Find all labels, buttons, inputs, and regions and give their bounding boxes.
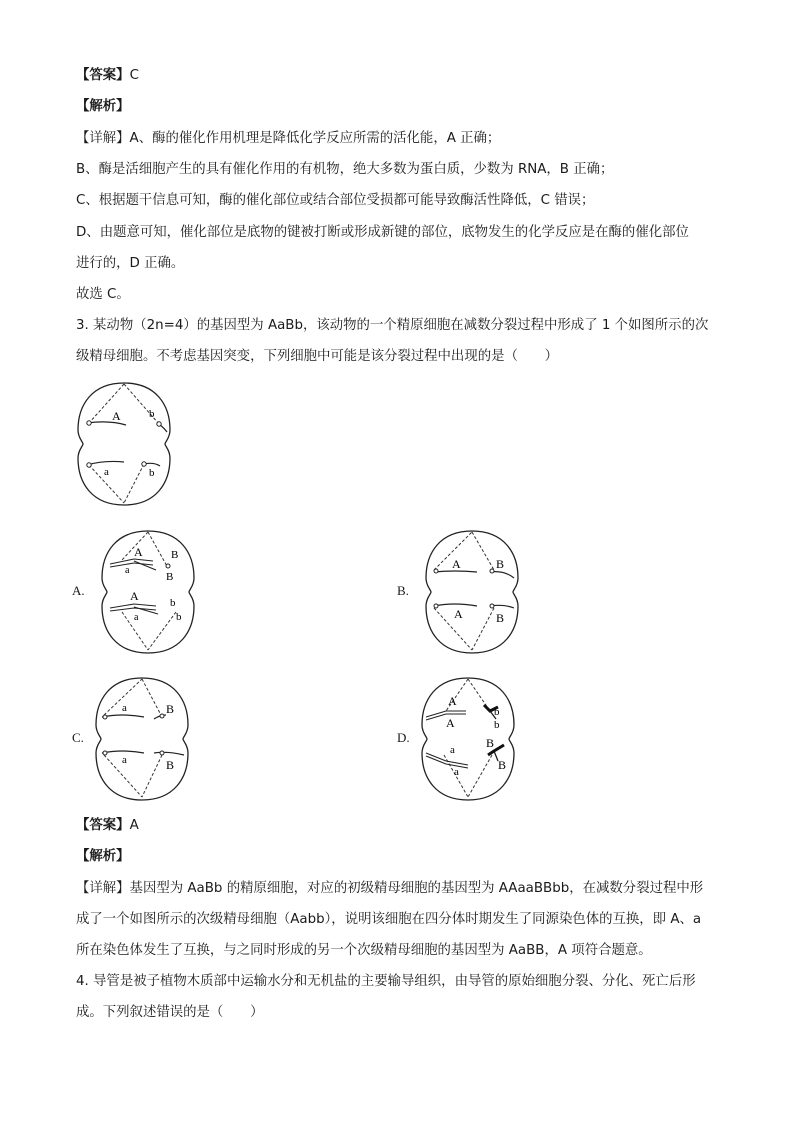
gene-label: A — [452, 557, 461, 571]
gene-label: a — [125, 565, 130, 576]
gene-label: a — [104, 466, 109, 478]
option-a-label: A. — [72, 583, 85, 598]
gene-label: A — [134, 545, 143, 559]
option-d-label: D. — [397, 730, 410, 745]
q2-answer: 【答案】C — [76, 68, 139, 83]
gene-label: b — [494, 706, 500, 718]
gene-label: B — [166, 758, 175, 772]
q3-analysis-line: 成了一个如图所示的次级精母细胞（Aabb），说明该细胞在四分体时期发生了同源染色体的互换，即 A、a — [76, 912, 702, 927]
gene-label: A — [448, 694, 457, 708]
gene-label: b — [149, 408, 155, 420]
option-d-cell-figure — [418, 675, 518, 803]
q2-analysis-line: D、由题意可知，催化部位是底物的键被打断或形成新键的部位，底物发生的化学反应是在酶的催化部位 — [76, 225, 689, 240]
gene-label: B — [166, 571, 174, 583]
q3-analysis-line: 【详解】基因型为 AaBb 的精原细胞，对应的初级精母细胞的基因型为 AAaaBBbb，在减数分裂过程中形 — [76, 881, 704, 896]
q4-stem: 成。下列叙述错误的是（ ） — [76, 1005, 264, 1020]
q2-conclusion: 故选 C。 — [76, 287, 130, 302]
q2-analysis-line: 【详解】A、酶的催化作用机理是降低化学反应所需的活化能，A 正确； — [76, 131, 501, 146]
gene-label: a — [450, 744, 455, 756]
option-a-cell-figure — [98, 528, 198, 656]
q3-answer: 【答案】A — [76, 818, 139, 833]
q3-analysis-line: 所在染色体发生了互换，与之同时形成的另一个次级精母细胞的基因型为 AaBB，A 项符合题意。 — [76, 943, 652, 958]
q3-main-cell-figure — [74, 380, 174, 508]
q2-analysis-heading: 【解析】 — [76, 99, 130, 114]
gene-label: b — [170, 597, 176, 609]
gene-label: B — [496, 557, 505, 571]
gene-label: a — [454, 766, 459, 778]
q2-analysis-line: 进行的，D 正确。 — [76, 256, 185, 271]
option-c-cell-figure — [92, 675, 192, 803]
gene-label: b — [494, 719, 500, 731]
option-b-cell-figure — [422, 528, 522, 656]
gene-label: a — [122, 702, 127, 714]
gene-label: A — [446, 716, 455, 730]
gene-label: B — [171, 549, 179, 561]
option-c-label: C. — [72, 730, 84, 745]
q3-stem: 3. 某动物（2n=4）的基因型为 AaBb，该动物的一个精原细胞在减数分裂过程中形成了 1 个如图所示的次 — [76, 318, 709, 333]
gene-label: B — [498, 758, 507, 772]
q2-analysis-line: C、根据题干信息可知，酶的催化部位或结合部位受损都可能导致酶活性降低，C 错误； — [76, 193, 595, 208]
gene-label: A — [112, 409, 121, 423]
gene-label: A — [130, 589, 139, 603]
q4-stem: 4. 导管是被子植物木质部中运输水分和无机盐的主要输导组织，由导管的原始细胞分裂、分化、死亡后形 — [76, 974, 696, 989]
gene-label: A — [454, 607, 463, 621]
gene-label: b — [176, 611, 182, 623]
option-b-label: B. — [397, 583, 409, 598]
q2-analysis-line: B、酶是活细胞产生的具有催化作用的有机物，绝大多数为蛋白质，少数为 RNA，B 正确； — [76, 162, 614, 177]
gene-label: a — [134, 612, 139, 623]
gene-label: B — [166, 702, 175, 716]
gene-label: a — [122, 754, 127, 766]
gene-label: B — [486, 736, 495, 750]
q3-stem: 级精母细胞。不考虑基因突变，下列细胞中可能是该分裂过程中出现的是（ ） — [76, 349, 559, 364]
gene-label: B — [496, 611, 505, 625]
q3-analysis-heading: 【解析】 — [76, 849, 130, 864]
gene-label: b — [149, 467, 155, 479]
